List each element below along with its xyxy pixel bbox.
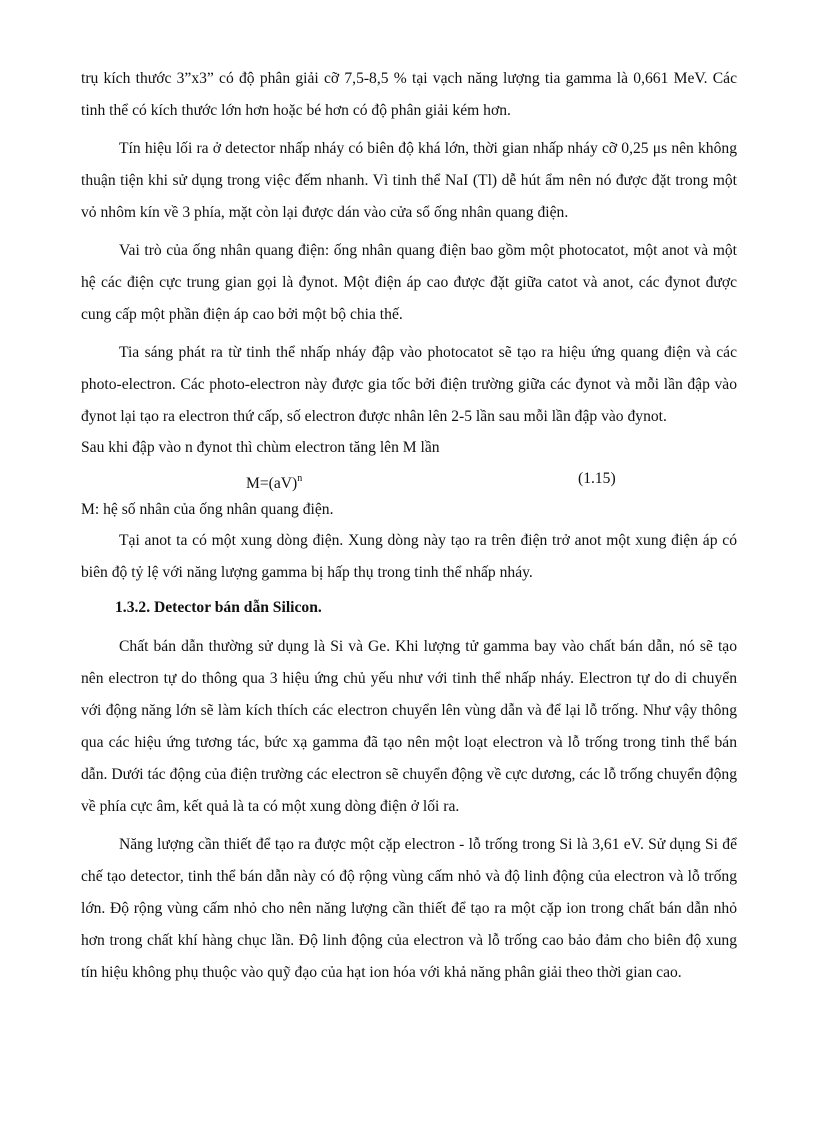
paragraph-multiplication-factor: M: hệ số nhân của ống nhân quang điện. <box>81 501 334 518</box>
equation-expression <box>246 463 302 500</box>
equation-base: M=(aV) <box>246 475 298 492</box>
paragraph-silicon-energy: Năng lượng cần thiết để tạo ra được một cặp electron - lỗ trống trong Si là 3,61 eV. Sử dụng Si để chế tạo detector, tinh thể bán dẫn này có độ rộng vùng cấm nhỏ và độ linh động của electron và lỗ trống lớn. Độ rộng vùng cấm nhỏ cho nên năng lượng cần thiết để tạo ra một cặp ion trong chất bán dẫn nhỏ hơn trong chất khí hàng chục lần. Độ linh động của electron và lỗ trống cao bảo đảm cho biên độ xung tín hiệu không phụ thuộc vào quỹ đạo của hạt ion hóa với khả năng phân giải theo thời gian cao. <box>81 836 737 981</box>
section-heading: 1.3.2. Detector bán dẫn Silicon. <box>115 599 322 616</box>
equation-number: (1.15) <box>578 470 616 487</box>
paragraph-semiconductor: Chất bán dẫn thường sử dụng là Si và Ge. Khi lượng tử gamma bay vào chất bán dẫn, nó sẽ tạo nên electron tự do thông qua 3 hiệu ứng chủ yếu như với tinh thể nhấp nháy. Electron tự do di chuyển với động năng lớn sẽ làm kích thích các electron chuyển lên vùng dẫn và để lại lỗ trống. Như vậy thông qua các hiệu ứng tương tác, bức xạ gamma đã tạo nên một loạt electron và lỗ trống trong tinh thể bán dẫn. Dưới tác động của điện trường các electron sẽ chuyển động về cực dương, các lỗ trống chuyển động về phía cực âm, kết quả là ta có một xung dòng điện ở lối ra. <box>81 638 737 815</box>
equation-exponent: n <box>297 473 303 484</box>
paragraph-crystal-resolution: trụ kích thước 3”x3” có độ phân giải cỡ 7,5-8,5 % tại vạch năng lượng tia gamma là 0,661 MeV. Các tinh thể có kích thước lớn hơn hoặc bé hơn có độ phân giải kém hơn. <box>81 70 737 119</box>
paragraph-pmt-role: Vai trò của ống nhân quang điện: ống nhân quang điện bao gồm một photocatot, một anot và một hệ các điện cực trung gian gọi là đynot. Một điện áp cao được đặt giữa catot và anot, các đynot được cung cấp một phần điện áp cao bởi một bộ chia thế. <box>81 242 737 323</box>
paragraph-output-signal: Tín hiệu lối ra ở detector nhấp nháy có biên độ khá lớn, thời gian nhấp nháy cỡ 0,25 μs nên không thuận tiện khi sử dụng trong việc đếm nhanh. Vì tinh thể NaI (Tl) dễ hút ẩm nên nó được đặt trong một vỏ nhôm kín về 3 phía, mặt còn lại được dán vào cửa sổ ống nhân quang điện. <box>81 140 737 221</box>
paragraph-photocathode: Tia sáng phát ra từ tinh thể nhấp nháy đập vào photocatot sẽ tạo ra hiệu ứng quang điện và các photo-electron. Các photo-electron này được gia tốc bởi điện trường giữa các đynot và mỗi lần đập vào đynot lại tạo ra electron thứ cấp, số electron được nhân lên 2-5 lần sau mỗi lần đập vào đynot. <box>81 344 737 425</box>
paragraph-dynode-gain: Sau khi đập vào n đynot thì chùm electron tăng lên M lần <box>81 439 440 456</box>
paragraph-anode-pulse: Tại anot ta có một xung dòng điện. Xung dòng này tạo ra trên điện trở anot một xung điện áp có biên độ tỷ lệ với năng lượng gamma bị hấp thụ trong tinh thể nhấp nháy. <box>81 532 737 581</box>
equation-1-15 <box>81 463 737 495</box>
document-page <box>81 63 737 989</box>
